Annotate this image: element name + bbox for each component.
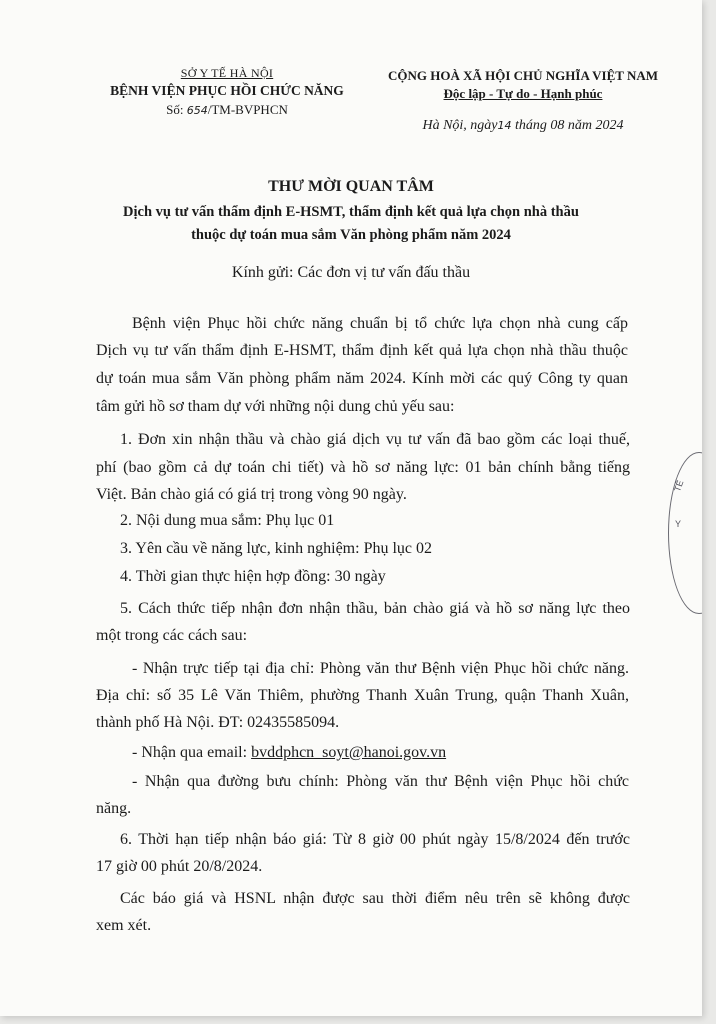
list-item: 6. Thời hạn tiếp nhận báo giá: Từ 8 giờ 00 phút ngày 15/8/2024 đến trước (120, 831, 630, 848)
list-item: 17 giờ 00 phút 20/8/2024. (96, 858, 263, 875)
stamp-letter: TẾ (672, 478, 686, 494)
national-motto: Độc lập - Tự do - Hạnh phúc (443, 86, 603, 101)
list-item: - Nhận trực tiếp tại địa chỉ: Phòng văn thư Bệnh viện Phục hồi chức năng. (132, 660, 629, 677)
stamp-fragment (668, 452, 702, 614)
list-item: Địa chỉ: số 35 Lê Văn Thiêm, phường Thanh Xuân Trung, quận Thanh Xuân, (96, 687, 629, 704)
list-item: Việt. Bản chào giá có giá trị trong vòng 90 ngày. (96, 486, 407, 503)
department-name: SỞ Y TẾ HÀ NỘI (180, 66, 274, 80)
list-item: - Nhận qua đường bưu chính: Phòng văn thư Bệnh viện Phục hồi chức (132, 773, 629, 790)
list-item: - Nhận qua email: bvddphcn_soyt@hanoi.gov.vn (132, 744, 447, 761)
issuer-block (96, 66, 358, 118)
handwritten-day: 14 (497, 119, 512, 132)
list-item: 4. Thời gian thực hiện hợp đồng: 30 ngày (120, 568, 386, 585)
nation-name: CỘNG HOÀ XÃ HỘI CHỦ NGHĨA VIỆT NAM (387, 68, 659, 83)
list-item: 2. Nội dung mua sắm: Phụ lục 01 (120, 512, 335, 529)
paragraph-line: Dịch vụ tư vấn thẩm định E-HSMT, thẩm định kết quả lựa chọn nhà thầu thuộc (96, 342, 628, 359)
paragraph-line: dự toán mua sắm Văn phòng phẩm năm 2024. Kính mời các quý Công ty quan (96, 370, 628, 387)
list-item: một trong các cách sau: (96, 627, 248, 644)
closing-note: Các báo giá và HSNL nhận được sau thời điểm nêu trên sẽ không được (120, 890, 630, 907)
list-item: thành phố Hà Nội. ĐT: 02435585094. (96, 714, 340, 731)
document-number: Số: 654/TM-BVPHCN (166, 102, 288, 117)
issue-date: Hà Nội, ngày14 tháng 08 năm 2024 (422, 118, 624, 133)
list-item: 5. Cách thức tiếp nhận đơn nhận thầu, bản chào giá và hồ sơ năng lực theo (120, 600, 630, 617)
closing-note: xem xét. (96, 917, 152, 934)
document-title: THƯ MỜI QUAN TÂM (268, 178, 434, 195)
stamp-letter: Y (675, 519, 682, 529)
greeting: Kính gửi: Các đơn vị tư vấn đấu thầu (231, 264, 471, 281)
document-subtitle: Dịch vụ tư vấn thẩm định E-HSMT, thẩm định kết quả lựa chọn nhà thầu (123, 204, 579, 220)
list-item: phí (bao gồm cả dự toán chi tiết) và hồ sơ năng lực: 01 bản chính bằng tiếng (96, 459, 630, 476)
national-header (372, 68, 674, 134)
email-link[interactable]: bvddphcn_soyt@hanoi.gov.vn (251, 744, 447, 761)
document-subtitle: thuộc dự toán mua sắm Văn phòng phẩm năm 2024 (191, 227, 511, 243)
paragraph-line: Bệnh viện Phục hồi chức năng chuẩn bị tổ chức lựa chọn nhà cung cấp (132, 315, 628, 332)
hospital-name: BỆNH VIỆN PHỤC HỒI CHỨC NĂNG (110, 83, 344, 98)
list-item: 1. Đơn xin nhận thầu và chào giá dịch vụ tư vấn đã bao gồm các loại thuế, (120, 431, 630, 448)
list-item: năng. (96, 800, 132, 817)
list-item: 3. Yên cầu về năng lực, kinh nghiệm: Phụ lục 02 (120, 540, 433, 557)
handwritten-number: 654 (186, 104, 208, 117)
paragraph-line: tâm gửi hồ sơ tham dự với những nội dung chủ yếu sau: (96, 398, 455, 415)
